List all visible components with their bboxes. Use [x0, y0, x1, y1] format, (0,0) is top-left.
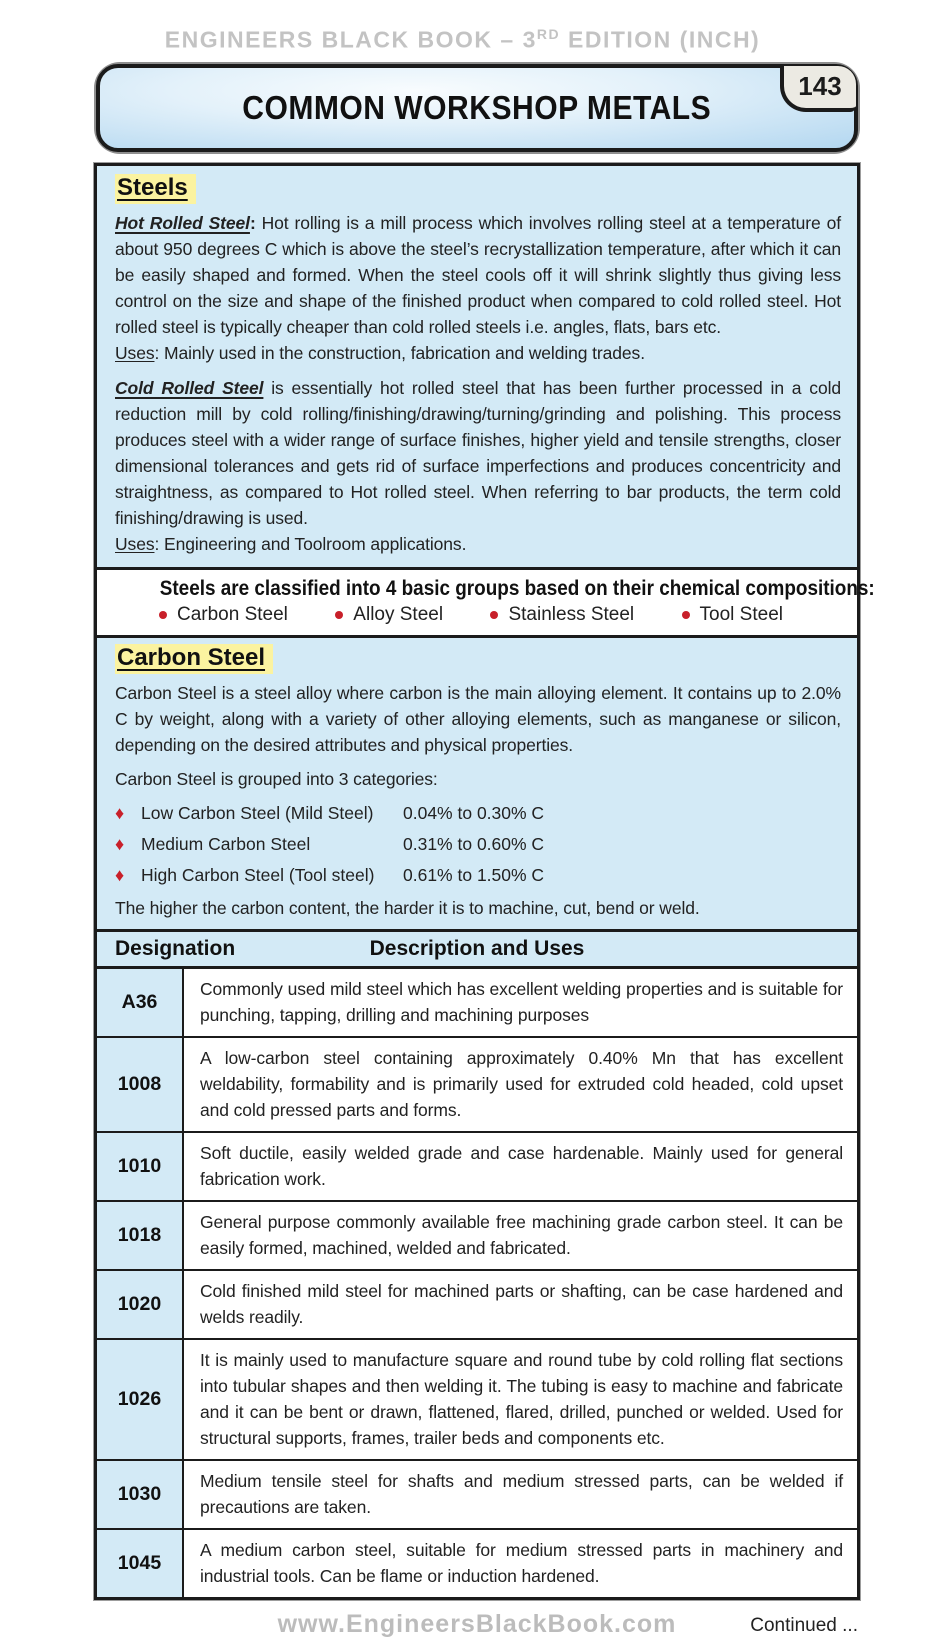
page-footer [94, 1610, 860, 1642]
hot-rolled-colon: : [249, 212, 262, 233]
table-header-row [97, 932, 857, 969]
category-range: 0.61% to 1.50% C [403, 864, 545, 885]
table-row [97, 1202, 857, 1271]
section-carbon-steel [97, 638, 857, 932]
title-banner [96, 64, 858, 152]
designation-cell: 1030 [97, 1461, 184, 1528]
group-label: Carbon Steel [177, 603, 288, 625]
description-cell: It is mainly used to manufacture square and round tube by cold rolling flat sections into tubular shapes and then welding it. The tubing is easy to machine and fabricate and it can be bent or drawn, flattened, flared, drilled, punched or welded. Used for structural supports, frames, trailer beds and components etc. [200, 1349, 843, 1448]
hot-rolled-uses [115, 340, 841, 366]
description-cell: General purpose commonly available free machining grade carbon steel. It can be easily formed, machined, welded and fabricated. [200, 1211, 843, 1258]
designation-cell: A36 [97, 969, 184, 1036]
designation-cell: 1010 [97, 1133, 184, 1200]
description-cell: A low-carbon steel containing approximately 0.40% Mn that has excellent weldability, formability and is primarily used for extruded cold headed, cold upset and cold pressed parts and forms. [200, 1047, 843, 1120]
category-name: Medium Carbon Steel [141, 833, 311, 854]
title-banner-frame [94, 62, 860, 154]
content-box [94, 163, 875, 1600]
uses-text: : Mainly used in the construction, fabrication and welding trades. [154, 342, 645, 363]
group-item [490, 604, 634, 626]
uses-text: : Engineering and Toolroom applications. [154, 533, 467, 554]
category-range: 0.31% to 0.60% C [403, 833, 545, 854]
group-item [159, 604, 288, 626]
category-name: Low Carbon Steel (Mild Steel) [141, 802, 374, 823]
description-cell: Commonly used mild steel which has excellent welding properties and is suitable for punching, tapping, drilling and machining purposes [200, 978, 843, 1025]
table-row [97, 1530, 857, 1597]
table-body [97, 969, 857, 1597]
category-name: High Carbon Steel (Tool steel) [141, 864, 375, 885]
group-item [335, 604, 443, 626]
group-label: Stainless Steel [508, 603, 635, 625]
table-header-designation: Designation [115, 936, 236, 960]
cold-rolled-uses [115, 531, 841, 557]
category-row [115, 798, 841, 829]
diamond-bullet-icon: ♦ [115, 802, 125, 823]
bullet-dot-icon [159, 611, 167, 619]
cold-rolled-term: Cold Rolled Steel [115, 377, 264, 398]
page-number-tab [780, 66, 856, 112]
designation-cell: 1020 [97, 1271, 184, 1338]
book-title [0, 26, 925, 54]
description-cell: Cold finished mild steel for machined parts or shafting, can be case hardened and welds readily. [200, 1280, 843, 1327]
table-row [97, 1271, 857, 1340]
footer-url: www.EngineersBlackBook.com [277, 1609, 677, 1638]
classification-groups [111, 601, 843, 626]
book-title-suffix: EDITION (INCH) [560, 26, 761, 53]
bullet-dot-icon [335, 611, 343, 619]
section-classification [97, 570, 875, 638]
continued-label: Continued ... [750, 1614, 858, 1636]
book-page [0, 26, 925, 1638]
hot-rolled-term: Hot Rolled Steel [115, 212, 250, 233]
section-steels [97, 166, 857, 570]
hot-rolled-body: Hot rolling is a mill process which involves rolling steel at a temperature of about 950 degrees C which is above the steel’s recrystallization temperature, after which it can be easily shaped and formed. When the steel cools off it will shrink slightly thus giving less control on the size and shape of the finished product when compared to cold rolled steel. Hot rolled steel is typically cheaper than cold rolled steels i.e. angles, flats, bars etc. [115, 212, 841, 337]
table-row [97, 1461, 857, 1530]
hot-rolled-paragraph [115, 210, 841, 340]
diamond-bullet-icon: ♦ [115, 864, 125, 885]
designation-cell: 1018 [97, 1202, 184, 1269]
table-row [97, 969, 857, 1038]
category-range: 0.04% to 0.30% C [403, 802, 545, 823]
description-cell: Medium tensile steel for shafts and medium stressed parts, can be welded if precautions are taken. [200, 1470, 843, 1517]
steels-heading: Steels [115, 174, 196, 204]
carbon-steel-heading: Carbon Steel [115, 644, 273, 674]
uses-label: Uses [115, 533, 155, 554]
description-cell: Soft ductile, easily welded grade and case hardenable. Mainly used for general fabrication work. [200, 1142, 843, 1189]
table-header-description: Description and Uses [369, 936, 585, 960]
classification-heading: Steels are classified into 4 basic groups based on their chemical compositions: [159, 575, 875, 600]
page-title: COMMON WORKSHOP METALS [242, 88, 712, 127]
designation-cell: 1008 [97, 1038, 184, 1131]
book-title-prefix: ENGINEERS BLACK BOOK – 3 [164, 26, 537, 53]
carbon-grouped-label: Carbon Steel is grouped into 3 categories: [115, 768, 438, 789]
group-label: Alloy Steel [353, 603, 444, 625]
diamond-bullet-icon: ♦ [115, 833, 125, 854]
book-title-ordinal: RD [536, 26, 561, 42]
table-row [97, 1133, 857, 1202]
table-row [97, 1038, 857, 1133]
carbon-category-list [115, 798, 841, 891]
uses-label: Uses [115, 342, 155, 363]
designation-cell: 1026 [97, 1340, 184, 1459]
cold-rolled-paragraph [115, 375, 841, 531]
category-row [115, 860, 841, 891]
group-item [682, 604, 783, 626]
category-row [115, 829, 841, 860]
cold-rolled-body: is essentially hot rolled steel that has been further processed in a cold reduction mill by cold rolling/finishing/drawing/turning/grinding and polishing. This process produces steel with a wider range of surface finishes, higher yield and tensile strengths, closer dimensional tolerances and gets rid of surface imperfections and produces concentricity and straightness, as compared to Hot rolled steel. When referring to bar products, the term cold finishing/drawing is used. [115, 377, 841, 528]
carbon-intro: Carbon Steel is a steel alloy where carbon is the main alloying element. It contains up to 2.0% C by weight, along with a variety of other alloying elements, such as manganese or silicon, depending on the desired attributes and physical properties. [115, 682, 841, 755]
page-number: 143 [798, 71, 842, 102]
bullet-dot-icon [682, 611, 690, 619]
group-label: Tool Steel [699, 603, 783, 625]
table-row [97, 1340, 857, 1461]
description-cell: A medium carbon steel, suitable for medium stressed parts in machinery and industrial tools. Can be flame or induction hardened. [200, 1539, 843, 1586]
carbon-note: The higher the carbon content, the harder it is to machine, cut, bend or weld. [115, 897, 700, 918]
bullet-dot-icon [490, 611, 498, 619]
designation-cell: 1045 [97, 1530, 184, 1597]
